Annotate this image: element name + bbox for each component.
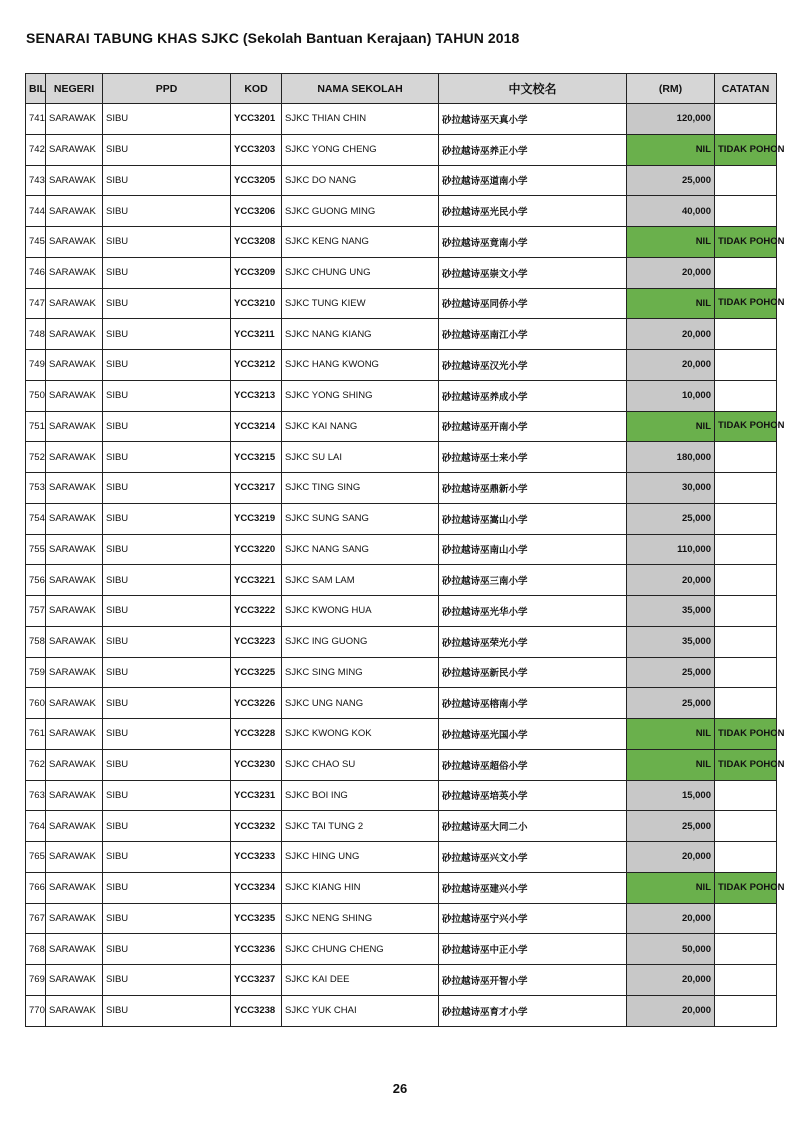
cell-amount: 20,000	[627, 903, 715, 934]
cell-amount: 40,000	[627, 196, 715, 227]
cell-chinese-name: 砂拉越诗巫士来小学	[439, 442, 627, 473]
cell-amount: 20,000	[627, 565, 715, 596]
cell-chinese-name: 砂拉越诗巫汉光小学	[439, 350, 627, 381]
cell-kod: YCC3210	[231, 288, 282, 319]
table-row	[26, 350, 777, 381]
header-bil: BIL	[26, 74, 46, 104]
cell-negeri: SARAWAK	[46, 503, 103, 534]
cell-bil: 743	[26, 165, 46, 196]
cell-amount: 25,000	[627, 165, 715, 196]
table-row	[26, 657, 777, 688]
table-row	[26, 903, 777, 934]
cell-chinese-name: 砂拉越诗巫建兴小学	[439, 872, 627, 903]
cell-amount: NIL	[627, 872, 715, 903]
table-body	[26, 104, 785, 1027]
cell-ppd: SIBU	[103, 380, 231, 411]
cell-kod: YCC3208	[231, 227, 282, 258]
cell-amount: 180,000	[627, 442, 715, 473]
cell-catatan	[715, 780, 777, 811]
cell-catatan: TIDAK POHON	[715, 749, 777, 780]
cell-ppd: SIBU	[103, 104, 231, 135]
cell-catatan	[715, 442, 777, 473]
cell-bil: 754	[26, 503, 46, 534]
cell-catatan	[715, 688, 777, 719]
cell-kod: YCC3219	[231, 503, 282, 534]
cell-amount: 25,000	[627, 811, 715, 842]
cell-catatan	[715, 165, 777, 196]
table-row	[26, 534, 777, 565]
cell-ppd: SIBU	[103, 257, 231, 288]
cell-chinese-name: 砂拉越诗巫荣光小学	[439, 626, 627, 657]
cell-nama-sekolah: SJKC TUNG KIEW	[282, 288, 439, 319]
cell-bil: 762	[26, 749, 46, 780]
cell-catatan	[715, 811, 777, 842]
cell-amount: 20,000	[627, 350, 715, 381]
cell-kod: YCC3231	[231, 780, 282, 811]
cell-bil: 753	[26, 473, 46, 504]
cell-nama-sekolah: SJKC DO NANG	[282, 165, 439, 196]
cell-kod: YCC3236	[231, 934, 282, 965]
cell-kod: YCC3211	[231, 319, 282, 350]
cell-ppd: SIBU	[103, 473, 231, 504]
cell-amount: NIL	[627, 134, 715, 165]
cell-nama-sekolah: SJKC KWONG HUA	[282, 596, 439, 627]
cell-kod: YCC3205	[231, 165, 282, 196]
cell-nama-sekolah: SJKC NANG SANG	[282, 534, 439, 565]
table-row	[26, 257, 777, 288]
cell-amount: 20,000	[627, 319, 715, 350]
cell-nama-sekolah: SJKC BOI ING	[282, 780, 439, 811]
header-chinese-name: 中文校名	[439, 74, 627, 104]
header-ppd: PPD	[103, 74, 231, 104]
cell-ppd: SIBU	[103, 134, 231, 165]
cell-negeri: SARAWAK	[46, 596, 103, 627]
cell-bil: 761	[26, 719, 46, 750]
cell-negeri: SARAWAK	[46, 380, 103, 411]
cell-nama-sekolah: SJKC UNG NANG	[282, 688, 439, 719]
cell-catatan	[715, 903, 777, 934]
cell-chinese-name: 砂拉越诗巫光国小学	[439, 719, 627, 750]
cell-catatan	[715, 995, 777, 1026]
cell-kod: YCC3209	[231, 257, 282, 288]
cell-negeri: SARAWAK	[46, 534, 103, 565]
cell-kod: YCC3230	[231, 749, 282, 780]
cell-nama-sekolah: SJKC KWONG KOK	[282, 719, 439, 750]
cell-chinese-name: 砂拉越诗巫同侨小学	[439, 288, 627, 319]
cell-negeri: SARAWAK	[46, 473, 103, 504]
cell-bil: 770	[26, 995, 46, 1026]
page-number: 26	[392, 1081, 408, 1096]
cell-nama-sekolah: SJKC SU LAI	[282, 442, 439, 473]
cell-chinese-name: 砂拉越诗巫培英小学	[439, 780, 627, 811]
cell-negeri: SARAWAK	[46, 257, 103, 288]
cell-ppd: SIBU	[103, 165, 231, 196]
cell-negeri: SARAWAK	[46, 104, 103, 135]
cell-bil: 765	[26, 842, 46, 873]
cell-kod: YCC3214	[231, 411, 282, 442]
cell-ppd: SIBU	[103, 565, 231, 596]
cell-chinese-name: 砂拉越诗巫榕南小学	[439, 688, 627, 719]
table-row	[26, 688, 777, 719]
cell-amount: 25,000	[627, 688, 715, 719]
cell-catatan	[715, 596, 777, 627]
cell-chinese-name: 砂拉越诗巫三南小学	[439, 565, 627, 596]
cell-negeri: SARAWAK	[46, 565, 103, 596]
cell-negeri: SARAWAK	[46, 934, 103, 965]
cell-negeri: SARAWAK	[46, 842, 103, 873]
table-row	[26, 380, 777, 411]
table-row	[26, 749, 777, 780]
table-row	[26, 965, 777, 996]
cell-negeri: SARAWAK	[46, 688, 103, 719]
cell-bil: 750	[26, 380, 46, 411]
cell-nama-sekolah: SJKC NENG SHING	[282, 903, 439, 934]
cell-bil: 742	[26, 134, 46, 165]
cell-kod: YCC3212	[231, 350, 282, 381]
cell-bil: 748	[26, 319, 46, 350]
cell-bil: 746	[26, 257, 46, 288]
cell-kod: YCC3238	[231, 995, 282, 1026]
cell-nama-sekolah: SJKC CHUNG UNG	[282, 257, 439, 288]
table-row	[26, 473, 777, 504]
cell-catatan: TIDAK POHON	[715, 719, 777, 750]
cell-negeri: SARAWAK	[46, 903, 103, 934]
header-catatan: CATATAN	[715, 74, 777, 104]
cell-amount: 25,000	[627, 503, 715, 534]
cell-ppd: SIBU	[103, 196, 231, 227]
cell-catatan	[715, 473, 777, 504]
cell-ppd: SIBU	[103, 227, 231, 258]
cell-bil: 766	[26, 872, 46, 903]
table-row	[26, 442, 777, 473]
cell-kod: YCC3221	[231, 565, 282, 596]
cell-nama-sekolah: SJKC NANG KIANG	[282, 319, 439, 350]
cell-ppd: SIBU	[103, 534, 231, 565]
cell-negeri: SARAWAK	[46, 965, 103, 996]
cell-negeri: SARAWAK	[46, 719, 103, 750]
cell-amount: 35,000	[627, 626, 715, 657]
cell-kod: YCC3213	[231, 380, 282, 411]
cell-ppd: SIBU	[103, 657, 231, 688]
cell-chinese-name: 砂拉越诗巫养成小学	[439, 380, 627, 411]
table-row	[26, 626, 777, 657]
cell-chinese-name: 砂拉越诗巫竟南小学	[439, 227, 627, 258]
cell-kod: YCC3225	[231, 657, 282, 688]
cell-kod: YCC3223	[231, 626, 282, 657]
cell-nama-sekolah: SJKC SUNG SANG	[282, 503, 439, 534]
cell-ppd: SIBU	[103, 903, 231, 934]
cell-nama-sekolah: SJKC YUK CHAI	[282, 995, 439, 1026]
cell-bil: 763	[26, 780, 46, 811]
cell-ppd: SIBU	[103, 319, 231, 350]
cell-ppd: SIBU	[103, 626, 231, 657]
cell-chinese-name: 砂拉越诗巫鼎新小学	[439, 473, 627, 504]
cell-kod: YCC3222	[231, 596, 282, 627]
cell-amount: 20,000	[627, 965, 715, 996]
table-row	[26, 134, 777, 165]
cell-negeri: SARAWAK	[46, 749, 103, 780]
cell-nama-sekolah: SJKC ING GUONG	[282, 626, 439, 657]
cell-catatan: TIDAK POHON	[715, 227, 777, 258]
cell-chinese-name: 砂拉越诗巫中正小学	[439, 934, 627, 965]
cell-amount: NIL	[627, 288, 715, 319]
cell-bil: 767	[26, 903, 46, 934]
cell-nama-sekolah: SJKC CHAO SU	[282, 749, 439, 780]
cell-negeri: SARAWAK	[46, 288, 103, 319]
cell-negeri: SARAWAK	[46, 657, 103, 688]
cell-chinese-name: 砂拉越诗巫兴文小学	[439, 842, 627, 873]
cell-kod: YCC3206	[231, 196, 282, 227]
cell-amount: 20,000	[627, 842, 715, 873]
cell-catatan	[715, 657, 777, 688]
cell-catatan: TIDAK POHON	[715, 134, 777, 165]
table-row	[26, 842, 777, 873]
table-row	[26, 995, 777, 1026]
cell-catatan	[715, 380, 777, 411]
cell-kod: YCC3226	[231, 688, 282, 719]
table-row	[26, 934, 777, 965]
cell-chinese-name: 砂拉越诗巫大同二小	[439, 811, 627, 842]
cell-catatan: TIDAK POHON	[715, 288, 777, 319]
page-title: SENARAI TABUNG KHAS SJKC (Sekolah Bantuan Kerajaan) TAHUN 2018	[26, 30, 520, 46]
cell-kod: YCC3217	[231, 473, 282, 504]
cell-ppd: SIBU	[103, 811, 231, 842]
cell-chinese-name: 砂拉越诗巫南山小学	[439, 534, 627, 565]
cell-nama-sekolah: SJKC SING MING	[282, 657, 439, 688]
table-row	[26, 319, 777, 350]
cell-nama-sekolah: SJKC KAI DEE	[282, 965, 439, 996]
cell-negeri: SARAWAK	[46, 227, 103, 258]
cell-amount: 35,000	[627, 596, 715, 627]
cell-amount: NIL	[627, 749, 715, 780]
cell-bil: 744	[26, 196, 46, 227]
table-row	[26, 196, 777, 227]
cell-negeri: SARAWAK	[46, 811, 103, 842]
table-row	[26, 503, 777, 534]
cell-kod: YCC3203	[231, 134, 282, 165]
cell-nama-sekolah: SJKC TAI TUNG 2	[282, 811, 439, 842]
cell-chinese-name: 砂拉越诗巫光民小学	[439, 196, 627, 227]
header-nama-sekolah: NAMA SEKOLAH	[282, 74, 439, 104]
table-row	[26, 165, 777, 196]
cell-ppd: SIBU	[103, 442, 231, 473]
cell-ppd: SIBU	[103, 411, 231, 442]
cell-negeri: SARAWAK	[46, 872, 103, 903]
cell-amount: NIL	[627, 227, 715, 258]
cell-nama-sekolah: SJKC CHUNG CHENG	[282, 934, 439, 965]
cell-nama-sekolah: SJKC YONG CHENG	[282, 134, 439, 165]
cell-ppd: SIBU	[103, 688, 231, 719]
cell-negeri: SARAWAK	[46, 350, 103, 381]
cell-negeri: SARAWAK	[46, 134, 103, 165]
cell-nama-sekolah: SJKC TING SING	[282, 473, 439, 504]
cell-kod: YCC3235	[231, 903, 282, 934]
cell-amount: 25,000	[627, 657, 715, 688]
cell-negeri: SARAWAK	[46, 165, 103, 196]
table-header-row	[26, 74, 777, 104]
cell-negeri: SARAWAK	[46, 196, 103, 227]
cell-amount: NIL	[627, 719, 715, 750]
cell-bil: 749	[26, 350, 46, 381]
cell-bil: 758	[26, 626, 46, 657]
cell-ppd: SIBU	[103, 872, 231, 903]
cell-catatan	[715, 503, 777, 534]
cell-catatan	[715, 104, 777, 135]
cell-amount: 15,000	[627, 780, 715, 811]
cell-chinese-name: 砂拉越诗巫南江小学	[439, 319, 627, 350]
cell-bil: 747	[26, 288, 46, 319]
cell-nama-sekolah: SJKC KENG NANG	[282, 227, 439, 258]
cell-chinese-name: 砂拉越诗巫嵩山小学	[439, 503, 627, 534]
cell-chinese-name: 砂拉越诗巫宁兴小学	[439, 903, 627, 934]
cell-nama-sekolah: SJKC GUONG MING	[282, 196, 439, 227]
table-row	[26, 596, 777, 627]
cell-amount: 120,000	[627, 104, 715, 135]
cell-negeri: SARAWAK	[46, 411, 103, 442]
cell-chinese-name: 砂拉越诗巫开智小学	[439, 965, 627, 996]
cell-kod: YCC3228	[231, 719, 282, 750]
cell-bil: 752	[26, 442, 46, 473]
cell-kod: YCC3233	[231, 842, 282, 873]
table-row	[26, 288, 777, 319]
table-row	[26, 811, 777, 842]
cell-chinese-name: 砂拉越诗巫开南小学	[439, 411, 627, 442]
cell-catatan	[715, 534, 777, 565]
cell-nama-sekolah: SJKC THIAN CHIN	[282, 104, 439, 135]
table-row	[26, 872, 777, 903]
cell-ppd: SIBU	[103, 965, 231, 996]
header-kod: KOD	[231, 74, 282, 104]
cell-catatan	[715, 196, 777, 227]
cell-nama-sekolah: SJKC YONG SHING	[282, 380, 439, 411]
cell-catatan: TIDAK POHON	[715, 411, 777, 442]
cell-chinese-name: 砂拉越诗巫崇文小学	[439, 257, 627, 288]
cell-amount: 30,000	[627, 473, 715, 504]
table-row	[26, 565, 777, 596]
cell-catatan	[715, 965, 777, 996]
cell-bil: 769	[26, 965, 46, 996]
cell-bil: 756	[26, 565, 46, 596]
cell-kod: YCC3220	[231, 534, 282, 565]
cell-bil: 745	[26, 227, 46, 258]
cell-kod: YCC3234	[231, 872, 282, 903]
cell-amount: 20,000	[627, 995, 715, 1026]
cell-ppd: SIBU	[103, 934, 231, 965]
cell-nama-sekolah: SJKC KIANG HIN	[282, 872, 439, 903]
cell-chinese-name: 砂拉越诗巫天真小学	[439, 104, 627, 135]
cell-ppd: SIBU	[103, 842, 231, 873]
cell-amount: NIL	[627, 411, 715, 442]
cell-negeri: SARAWAK	[46, 626, 103, 657]
cell-kod: YCC3215	[231, 442, 282, 473]
cell-bil: 751	[26, 411, 46, 442]
cell-negeri: SARAWAK	[46, 995, 103, 1026]
cell-catatan	[715, 842, 777, 873]
cell-chinese-name: 砂拉越诗巫育才小学	[439, 995, 627, 1026]
cell-catatan	[715, 350, 777, 381]
table-row	[26, 719, 777, 750]
cell-kod: YCC3237	[231, 965, 282, 996]
school-fund-table	[25, 73, 785, 1027]
cell-ppd: SIBU	[103, 719, 231, 750]
cell-nama-sekolah: SJKC KAI NANG	[282, 411, 439, 442]
cell-chinese-name: 砂拉越诗巫新民小学	[439, 657, 627, 688]
cell-ppd: SIBU	[103, 503, 231, 534]
table-row	[26, 104, 777, 135]
cell-catatan	[715, 565, 777, 596]
cell-negeri: SARAWAK	[46, 442, 103, 473]
cell-amount: 50,000	[627, 934, 715, 965]
cell-ppd: SIBU	[103, 780, 231, 811]
cell-catatan	[715, 257, 777, 288]
cell-chinese-name: 砂拉越诗巫养正小学	[439, 134, 627, 165]
cell-catatan	[715, 626, 777, 657]
cell-kod: YCC3201	[231, 104, 282, 135]
cell-bil: 757	[26, 596, 46, 627]
cell-bil: 759	[26, 657, 46, 688]
cell-bil: 755	[26, 534, 46, 565]
cell-kod: YCC3232	[231, 811, 282, 842]
cell-catatan	[715, 319, 777, 350]
cell-negeri: SARAWAK	[46, 780, 103, 811]
cell-nama-sekolah: SJKC HING UNG	[282, 842, 439, 873]
cell-ppd: SIBU	[103, 749, 231, 780]
header-rm: (RM)	[627, 74, 715, 104]
cell-negeri: SARAWAK	[46, 319, 103, 350]
cell-bil: 768	[26, 934, 46, 965]
header-negeri: NEGERI	[46, 74, 103, 104]
table-row	[26, 780, 777, 811]
cell-amount: 10,000	[627, 380, 715, 411]
cell-catatan: TIDAK POHON	[715, 872, 777, 903]
cell-ppd: SIBU	[103, 288, 231, 319]
cell-ppd: SIBU	[103, 596, 231, 627]
cell-nama-sekolah: SJKC HANG KWONG	[282, 350, 439, 381]
cell-chinese-name: 砂拉越诗巫道南小学	[439, 165, 627, 196]
cell-ppd: SIBU	[103, 350, 231, 381]
cell-chinese-name: 砂拉越诗巫超俗小学	[439, 749, 627, 780]
table-row	[26, 411, 777, 442]
cell-amount: 20,000	[627, 257, 715, 288]
table-row	[26, 227, 777, 258]
cell-chinese-name: 砂拉越诗巫光华小学	[439, 596, 627, 627]
cell-bil: 741	[26, 104, 46, 135]
cell-bil: 760	[26, 688, 46, 719]
cell-ppd: SIBU	[103, 995, 231, 1026]
cell-catatan	[715, 934, 777, 965]
cell-amount: 110,000	[627, 534, 715, 565]
cell-bil: 764	[26, 811, 46, 842]
cell-nama-sekolah: SJKC SAM LAM	[282, 565, 439, 596]
